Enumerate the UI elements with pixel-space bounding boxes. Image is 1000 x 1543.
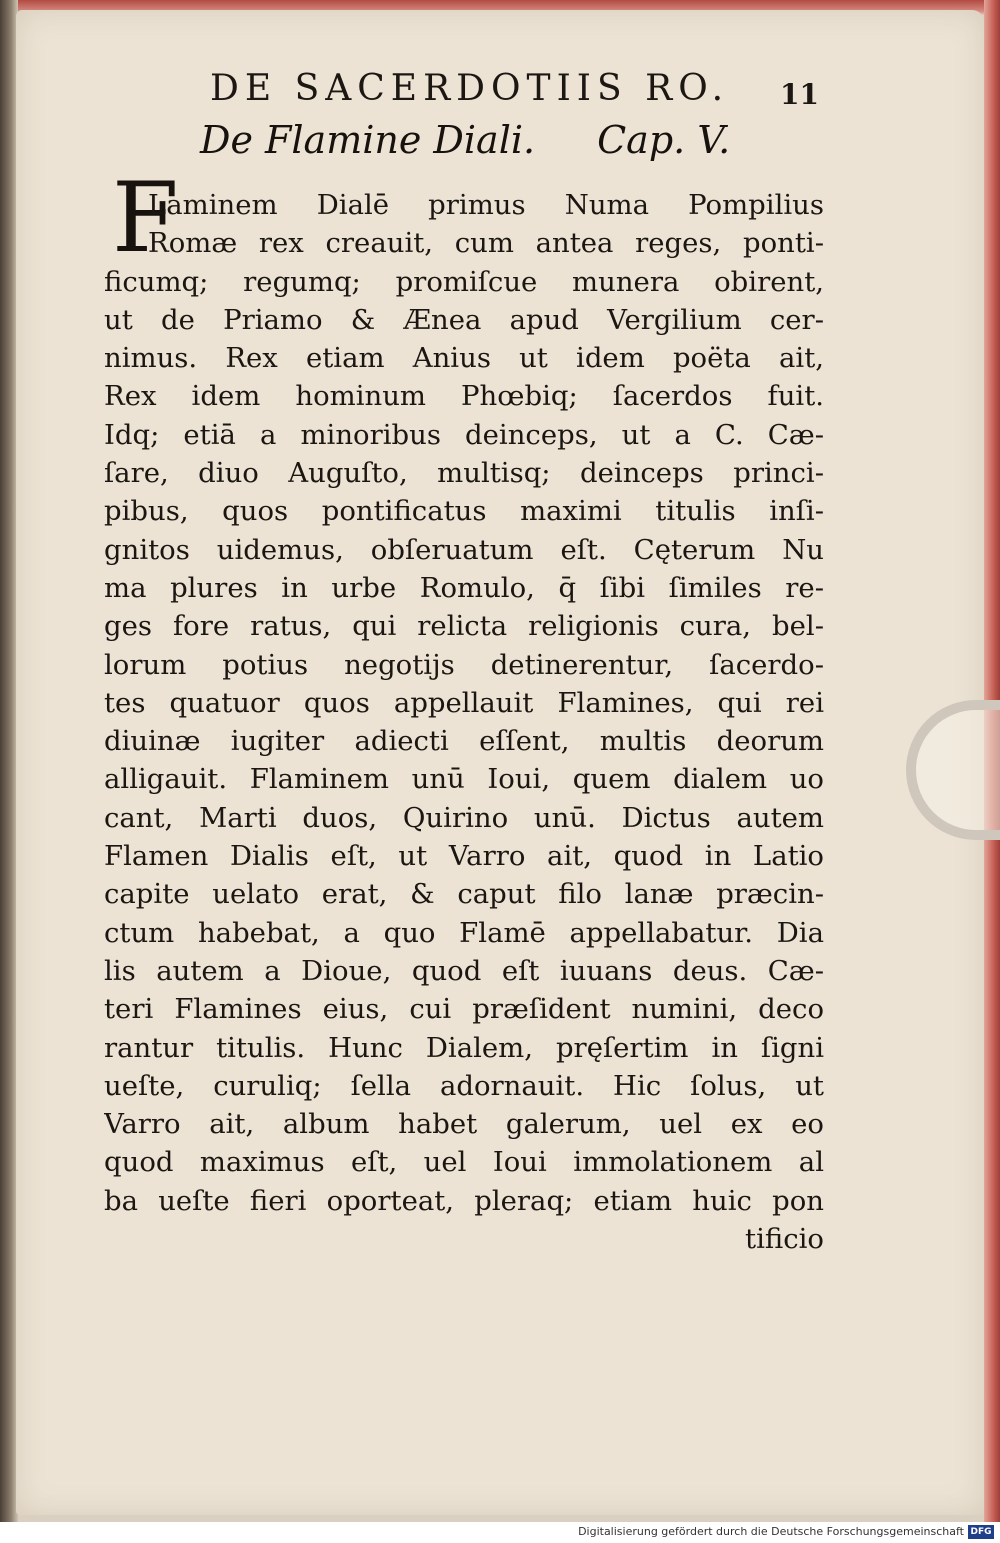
text-line: Laminem Dialē primus Numa Pompilius: [148, 189, 824, 221]
text-line: ueſte, curuliq; ſella adornauit. Hic ſolus, ut: [104, 1069, 824, 1102]
chapter-number: Cap. V.: [597, 118, 731, 162]
text-line: ctum habebat, a quo Flamē appellabatur. Dia: [104, 916, 824, 949]
body-text: [104, 186, 824, 1258]
text-line: gnitos uidemus, obſeruatum eſt. Cęterum Nu: [104, 533, 824, 566]
catchword: tificio: [745, 1223, 824, 1256]
running-head: DE SACERDOTIIS RO.: [210, 68, 730, 109]
text-line: lis autem a Dioue, quod eſt iuuans deus. Cæ-: [104, 954, 824, 987]
text-line: tes quatuor quos appellauit Flamines, qui rei: [104, 686, 824, 719]
text-line: capite uelato erat, & caput filo lanæ præcin-: [104, 878, 824, 911]
text-line: ba ueſte fieri oporteat, pleraq; etiam huic pon: [104, 1184, 824, 1217]
page-number: 11: [780, 78, 819, 111]
chapter-heading: [200, 118, 800, 162]
text-line: alligauit. Flaminem unū Ioui, quem dialem uo: [104, 763, 824, 796]
text-line: ma plures in urbe Romulo, q̄ ſibi ſimiles re-: [104, 571, 824, 604]
text-line: Flamen Dialis eſt, ut Varro ait, quod in Latio: [104, 840, 824, 873]
text-line: lorum potius negotijs detinerentur, ſacerdo-: [104, 648, 824, 681]
text-line: Romæ rex creauit, cum antea reges, ponti-: [148, 227, 824, 260]
text-line: quod maximus eſt, uel Ioui immolationem al: [104, 1146, 824, 1179]
drop-initial: F: [112, 162, 179, 274]
text-line: teri Flamines eius, cui præſident numini, deco: [104, 993, 824, 1026]
text-line: nimus. Rex etiam Anius ut idem poëta ait,: [104, 342, 824, 375]
text-line: cant, Marti duos, Quirino unū. Dictus autem: [104, 801, 824, 834]
text-line: ut de Priamo & Ænea apud Vergilium cer-: [104, 303, 824, 336]
text-line: ges fore ratus, qui relicta religionis cura, bel-: [104, 610, 824, 643]
text-line: Idq; etiā a minoribus deinceps, ut a C. Cæ-: [104, 418, 824, 451]
text-line: diuinæ iugiter adiecti eſſent, multis deorum: [104, 725, 824, 758]
dfg-logo-icon: DFG: [968, 1525, 994, 1539]
text-line: Varro ait, album habet galerum, uel ex eo: [104, 1108, 824, 1141]
chapter-title: De Flamine Diali.: [200, 118, 536, 162]
text-line: pibus, quos pontificatus maximi titulis inſi-: [104, 495, 824, 528]
text-line: rantur titulis. Hunc Dialem, pręſertim in ſigni: [104, 1031, 824, 1064]
text-line: Rex idem hominum Phœbiq; ſacerdos fuit.: [104, 380, 824, 413]
funding-credit: Digitalisierung gefördert durch die Deutsche Forschungsgemeinschaft: [578, 1525, 964, 1538]
credit-bar: [0, 1522, 1000, 1543]
text-line: ſare, diuo Auguſto, multisq; deinceps princi-: [104, 457, 824, 490]
text-line: ficumq; regumq; promiſcue munera obirent,: [104, 265, 824, 298]
